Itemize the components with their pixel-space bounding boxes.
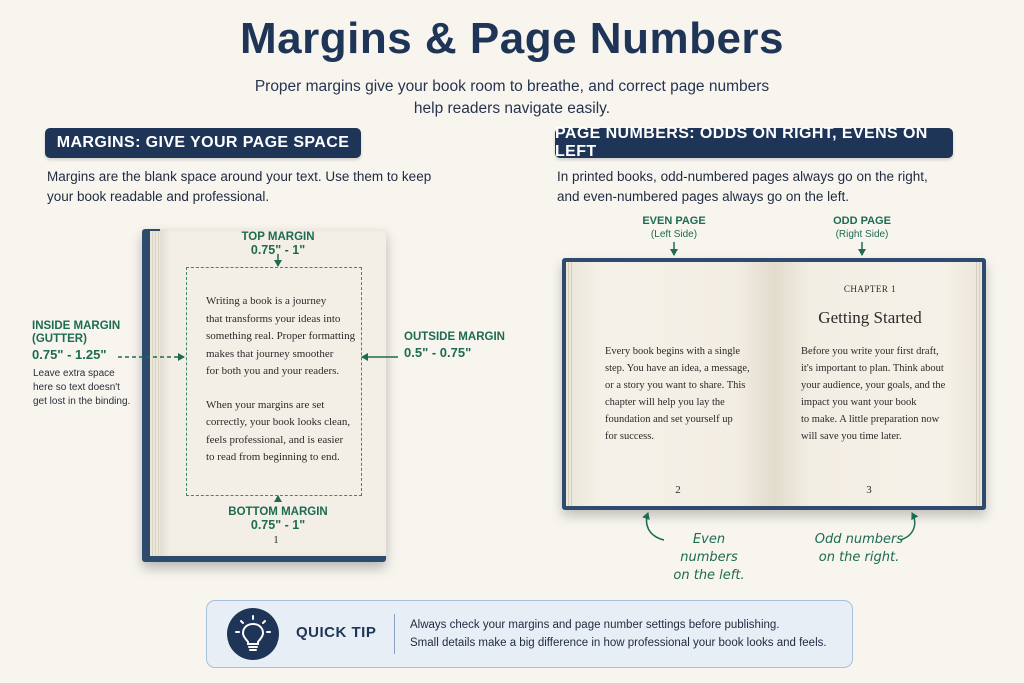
inside-margin-note: Leave extra space here so text doesn't get lost in the binding.: [33, 368, 131, 407]
page-numbers-heading: PAGE NUMBERS: ODDS ON RIGHT, EVENS ON LEFT: [555, 128, 953, 158]
page-numbers-description: In printed books, odd-numbered pages always go on the right, and even-numbered pages always go on the left.: [557, 169, 928, 204]
right-page-text: Before you write your first draft, it's important to plan. Think about your audience, your goals, and the impact you want your book to make. A little preparation now will save you time later.: [801, 346, 946, 442]
chapter-label: CHAPTER 1: [843, 284, 897, 294]
even-numbers-note: Even numbers on the left.: [673, 532, 745, 583]
margins-description: Margins are the blank space around your text. Use them to keep your book readable and professional.: [47, 169, 432, 204]
odd-note-arrow: [900, 513, 915, 540]
inside-margin-label: INSIDE MARGIN (GUTTER) 0.75" - 1.25": [32, 320, 121, 362]
left-page-number: 2: [675, 484, 681, 496]
closed-book-page-number: 1: [273, 534, 279, 546]
page-subtitle: Proper margins give your book room to breathe, and correct page numbers help readers navigate easily.: [254, 78, 770, 117]
even-note-arrow: [647, 513, 664, 540]
sample-page-text: Writing a book is a journey that transforms your ideas into something real. Proper formatting makes that journey smoother for both you and your readers. When your margins are set correctly, your book looks clean, feels professional, and is easier to read from beginning to end.: [206, 295, 356, 463]
odd-page-label: ODD PAGE (Right Side): [833, 215, 891, 240]
even-page-label: EVEN PAGE (Left Side): [642, 215, 706, 240]
odd-numbers-note: Odd numbers on the right.: [814, 532, 904, 565]
left-page-text: Every book begins with a single step. You have an idea, a message, or a story you want to share. This chapter will help you lay the foundation and set yourself up for success.: [605, 346, 750, 442]
bottom-margin-label: BOTTOM MARGIN 0.75" - 1": [228, 506, 328, 532]
chapter-title: Getting Started: [818, 308, 922, 327]
quick-tip-title: QUICK TIP: [296, 624, 377, 641]
outside-margin-label: OUTSIDE MARGIN 0.5" - 0.75": [404, 331, 505, 360]
tip-divider: [394, 614, 395, 654]
top-margin-label: TOP MARGIN 0.75" - 1": [241, 231, 315, 257]
lightbulb-icon: [227, 608, 279, 660]
right-page-number: 3: [866, 484, 872, 496]
page-title: Margins & Page Numbers: [239, 14, 785, 63]
margins-heading: MARGINS: GIVE YOUR PAGE SPACE: [45, 128, 361, 158]
quick-tip-text: Always check your margins and page number settings before publishing. Small details make a big difference in how professional your book looks and feels.: [410, 619, 827, 649]
